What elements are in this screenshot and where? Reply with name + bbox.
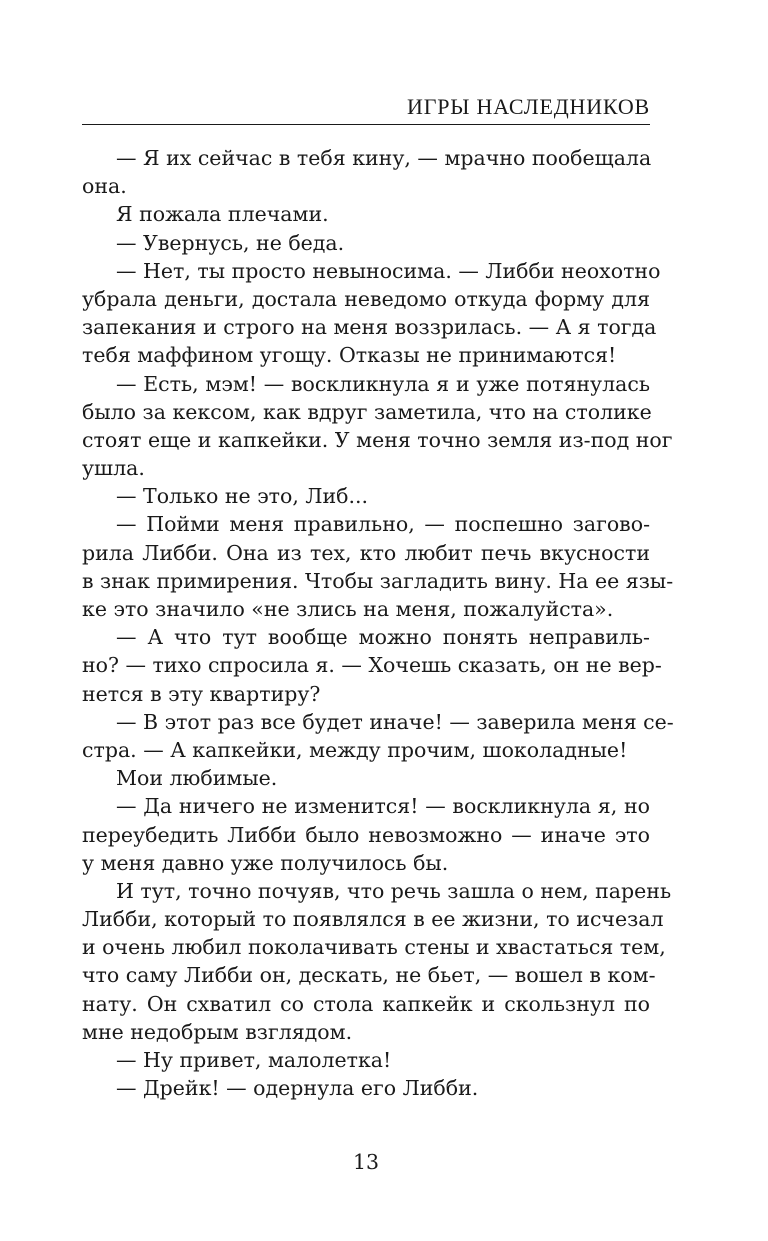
text-line: ке это значило «не злись на меня, пожалуйста». (82, 597, 614, 621)
running-head: ИГРЫ НАСЛЕДНИКОВ (407, 94, 650, 119)
text-line: убрала деньги, достала неведомо откуда форму для (82, 286, 650, 311)
text-line: у меня давно уже получилось бы. (82, 850, 449, 875)
text-line: — Дрейк! — одернула его Либби. (116, 1076, 479, 1101)
text-line: переубедить Либби было невозможно — иначе это (82, 822, 650, 847)
text-line: тебя маффином угощу. Отказы не принимаются! (82, 343, 617, 368)
text-line: и очень любил поколачивать стены и хвастаться тем, (82, 935, 666, 960)
text-line: — Есть, мэм! — воскликнула я и уже потянулась (116, 371, 650, 396)
page-number: 13 (352, 1150, 380, 1174)
text-line: Либби, который то появлялся в ее жизни, то исчезал (82, 907, 664, 932)
text-line: — Я их сейчас в тебя кину, — мрачно пообещала (116, 146, 652, 170)
header-rule (82, 124, 650, 125)
text-line: — Ну привет, малолетка! (116, 1048, 392, 1072)
text-line: запекания и строго на меня воззрилась. — А я тогда (82, 315, 657, 340)
text-line: — А что тут вообще можно понять неправиль- (116, 625, 650, 650)
text-line: нату. Он схватил со стола капкейк и скользнул по (82, 991, 650, 1016)
text-line: но? — тихо спросила я. — Хочешь сказать, он не вер- (82, 653, 662, 678)
text-line: Я пожала плечами. (116, 202, 329, 227)
text-line: Мои любимые. (116, 766, 278, 791)
text-line: И тут, точно почуяв, что речь зашла о нем, парень (116, 878, 672, 903)
text-line: нется в эту квартиру? (82, 681, 321, 706)
text-line: стоят еще и капкейки. У меня точно земля из-под ног (82, 427, 673, 452)
text-line: — Только не это, Либ... (116, 484, 369, 509)
text-line: она. (82, 174, 127, 199)
text-line: ушла. (82, 456, 145, 481)
text-line: — В этот раз все будет иначе! — заверила меня се- (116, 709, 674, 734)
text-line: рила Либби. Она из тех, кто любит печь вкусности (82, 540, 650, 565)
text-line: — Да ничего не изменится! — воскликнула я, но (116, 794, 650, 819)
body-text (82, 144, 674, 1102)
text-line: в знак примирения. Чтобы загладить вину. На ее язы- (82, 568, 674, 593)
text-line: — Пойми меня правильно, — поспешно загово- (116, 512, 650, 537)
text-line: — Увернусь, не беда. (116, 230, 345, 255)
text-line: было за кексом, как вдруг заметила, что на столике (82, 399, 652, 424)
text-line: мне недобрым взглядом. (82, 1019, 353, 1044)
text-line: что саму Либби он, дескать, не бьет, — вошел в ком- (82, 963, 656, 988)
text-line: стра. — А капкейки, между прочим, шоколадные! (82, 737, 628, 762)
text-line: — Нет, ты просто невыносима. — Либби неохотно (116, 258, 661, 283)
